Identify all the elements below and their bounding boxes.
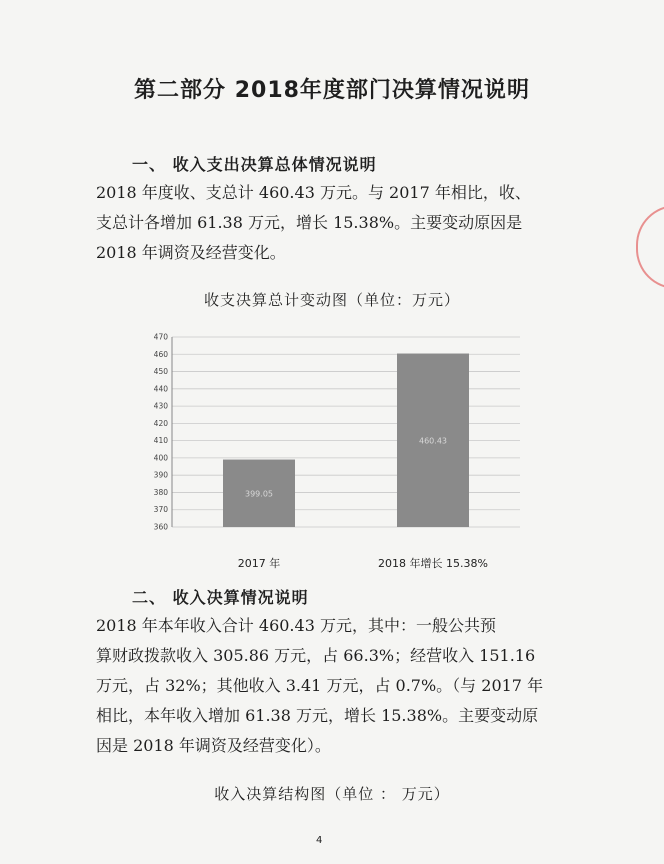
x-category-label: 2018 年增长 15.38% [378,557,488,570]
y-tick-label: 360 [153,522,168,532]
chart-caption: 收支决算总计变动图（单位：万元） [203,291,460,309]
bar-data-label: 460.43 [419,436,447,446]
section2-heading: 二、 收入决算情况说明 [132,588,309,607]
paragraph-line: 2018 年调资及经营变化。 [96,243,286,262]
chart-caption: 收入决算结构图（单位 ： 万元） [214,785,450,803]
bar-data-label: 399.05 [245,489,273,499]
section2-paragraph [96,611,596,761]
paragraph-line: 相比，本年收入增加 61.38 万元，增长 15.38%。主要变动原 [96,706,539,725]
page-title: 第二部分 2018年度部门决算情况说明 [134,78,530,103]
y-tick-label: 430 [153,401,168,411]
paragraph-line: 算财政拨款收入 305.86 万元，占 66.3%；经营收入 151.16 [96,646,536,665]
y-tick-label: 400 [153,453,168,463]
section1-heading: 一、 收入支出决算总体情况说明 [132,155,377,174]
y-tick-label: 410 [153,436,168,446]
paragraph-line: 支总计各增加 61.38 万元，增长 15.38%。主要变动原因是 [96,213,523,232]
y-tick-label: 390 [153,470,168,480]
y-tick-label: 420 [153,418,168,428]
y-tick-label: 380 [153,487,168,497]
total-change-bar-chart [140,325,530,575]
paragraph-line: 万元，占 32%；其他收入 3.41 万元，占 0.7%。（与 2017 年 [96,676,544,695]
x-category-label: 2017 年 [237,557,281,570]
section1-paragraph [96,178,596,268]
paragraph-line: 因是 2018 年调资及经营变化）。 [96,736,331,755]
y-tick-label: 370 [153,505,168,515]
y-tick-label: 460 [153,349,168,359]
paragraph-line: 2018 年本年收入合计 460.43 万元，其中：一般公共预 [96,616,496,635]
y-tick-label: 440 [153,384,168,394]
y-tick-label: 470 [153,332,168,342]
page-number: 4 [316,835,323,846]
y-tick-label: 450 [153,367,168,377]
red-seal-stamp [636,205,664,289]
paragraph-line: 2018 年度收、支总计 460.43 万元。与 2017 年相比，收、 [96,183,531,202]
